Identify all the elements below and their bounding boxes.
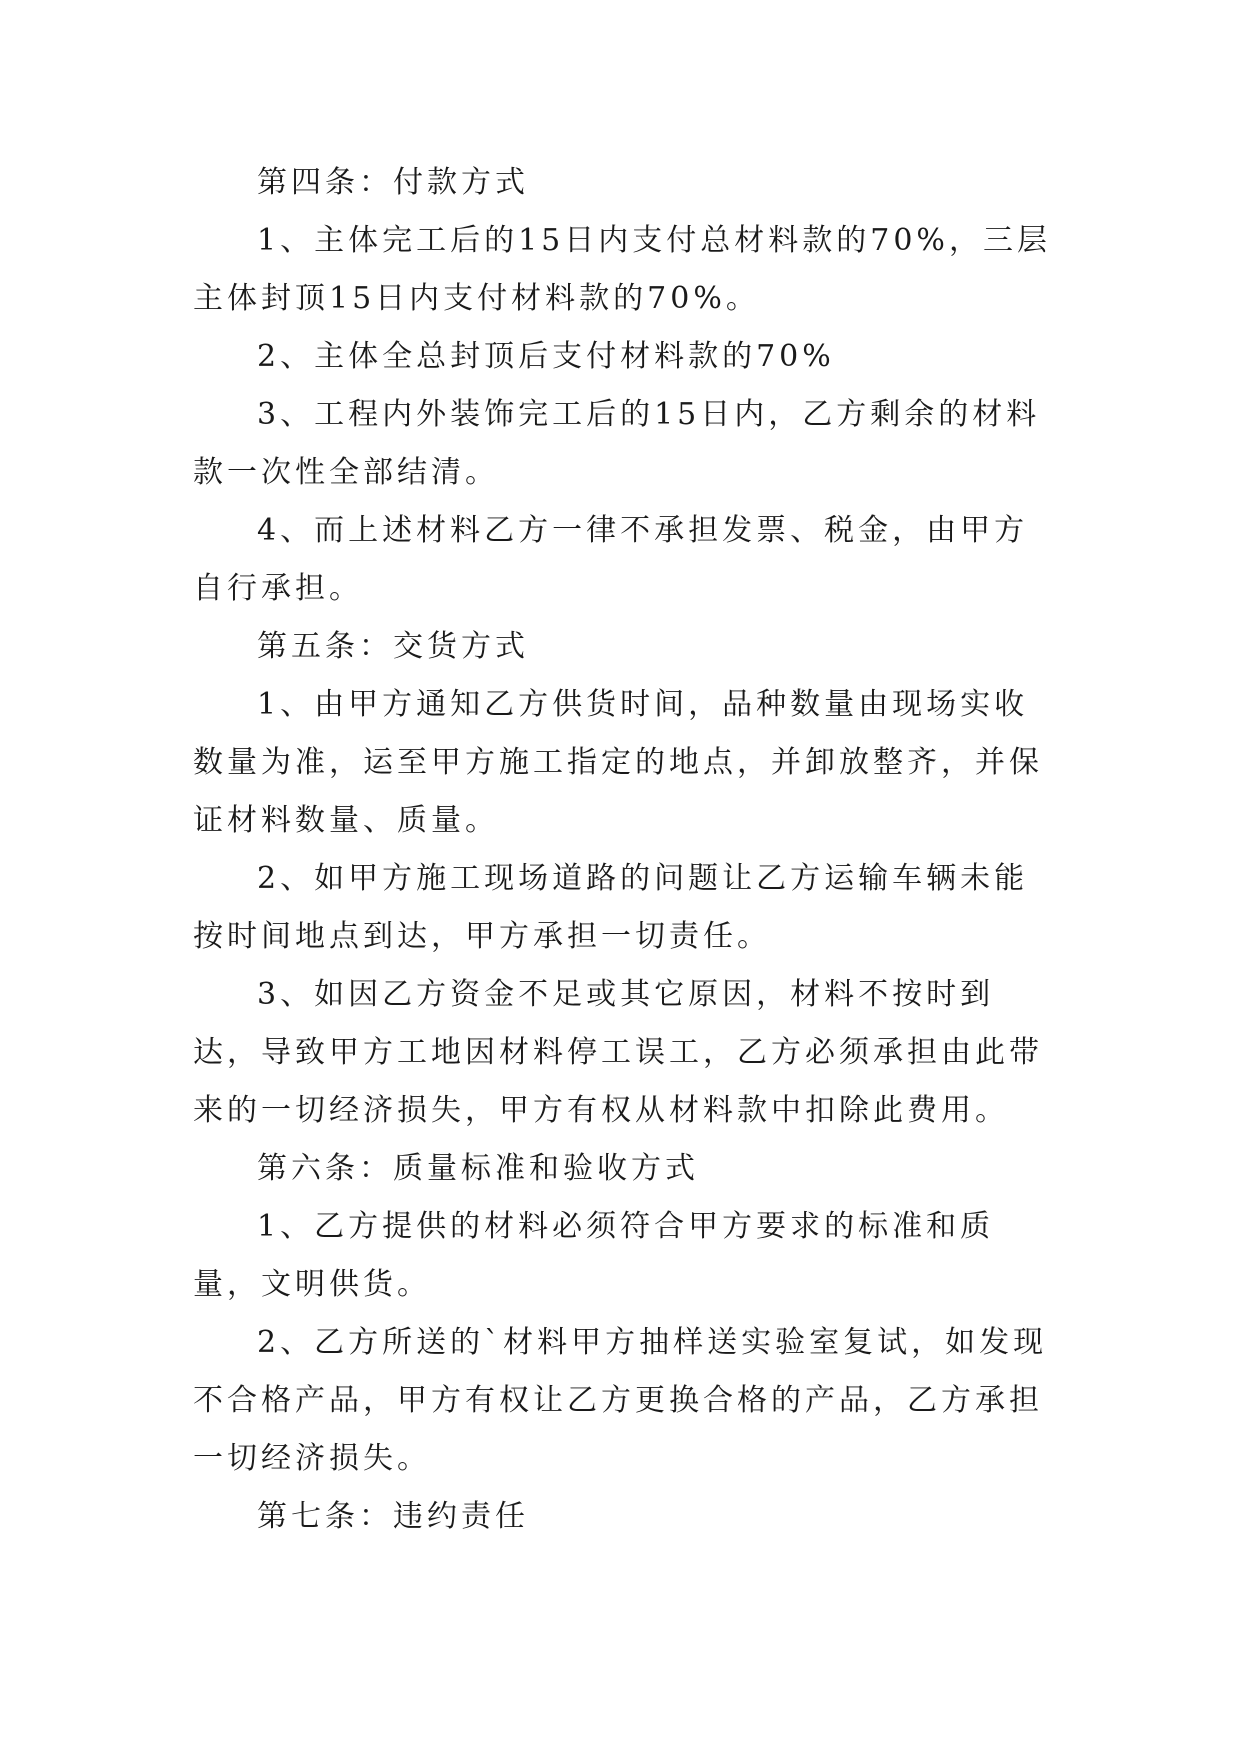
clause-4-2: 2、主体全总封顶后支付材料款的70% bbox=[257, 339, 835, 374]
heading-article-6: 第六条：质量标准和验收方式 bbox=[257, 1151, 699, 1186]
clause-4-3: 3、工程内外装饰完工后的15日内，乙方剩余的材料款一次性全部结清。 bbox=[193, 397, 1041, 490]
clause-5-1: 1、由甲方通知乙方供货时间，品种数量由现场实收数量为准，运至甲方施工指定的地点，并卸放整齐，并保证材料数量、质量。 bbox=[193, 687, 1043, 838]
clause-5-2: 2、如甲方施工现场道路的问题让乙方运输车辆未能按时间地点到达，甲方承担一切责任。 bbox=[193, 861, 1029, 954]
document-page bbox=[193, 154, 1055, 1546]
heading-article-4: 第四条：付款方式 bbox=[257, 165, 529, 200]
clause-6-1: 1、乙方提供的材料必须符合甲方要求的标准和质量，文明供货。 bbox=[193, 1209, 995, 1302]
clause-4-4: 4、而上述材料乙方一律不承担发票、税金，由甲方自行承担。 bbox=[193, 513, 1029, 606]
heading-article-7: 第七条：违约责任 bbox=[257, 1499, 529, 1534]
clause-4-1: 1、主体完工后的15日内支付总材料款的70%，三层主体封顶15日内支付材料款的70%。 bbox=[193, 223, 1051, 316]
heading-article-5: 第五条：交货方式 bbox=[257, 629, 529, 664]
clause-6-2: 2、乙方所送的`材料甲方抽样送实验室复试，如发现不合格产品，甲方有权让乙方更换合格的产品，乙方承担一切经济损失。 bbox=[193, 1325, 1048, 1476]
clause-5-3: 3、如因乙方资金不足或其它原因，材料不按时到达，导致甲方工地因材料停工误工，乙方必须承担由此带来的一切经济损失，甲方有权从材料款中扣除此费用。 bbox=[193, 977, 1043, 1128]
